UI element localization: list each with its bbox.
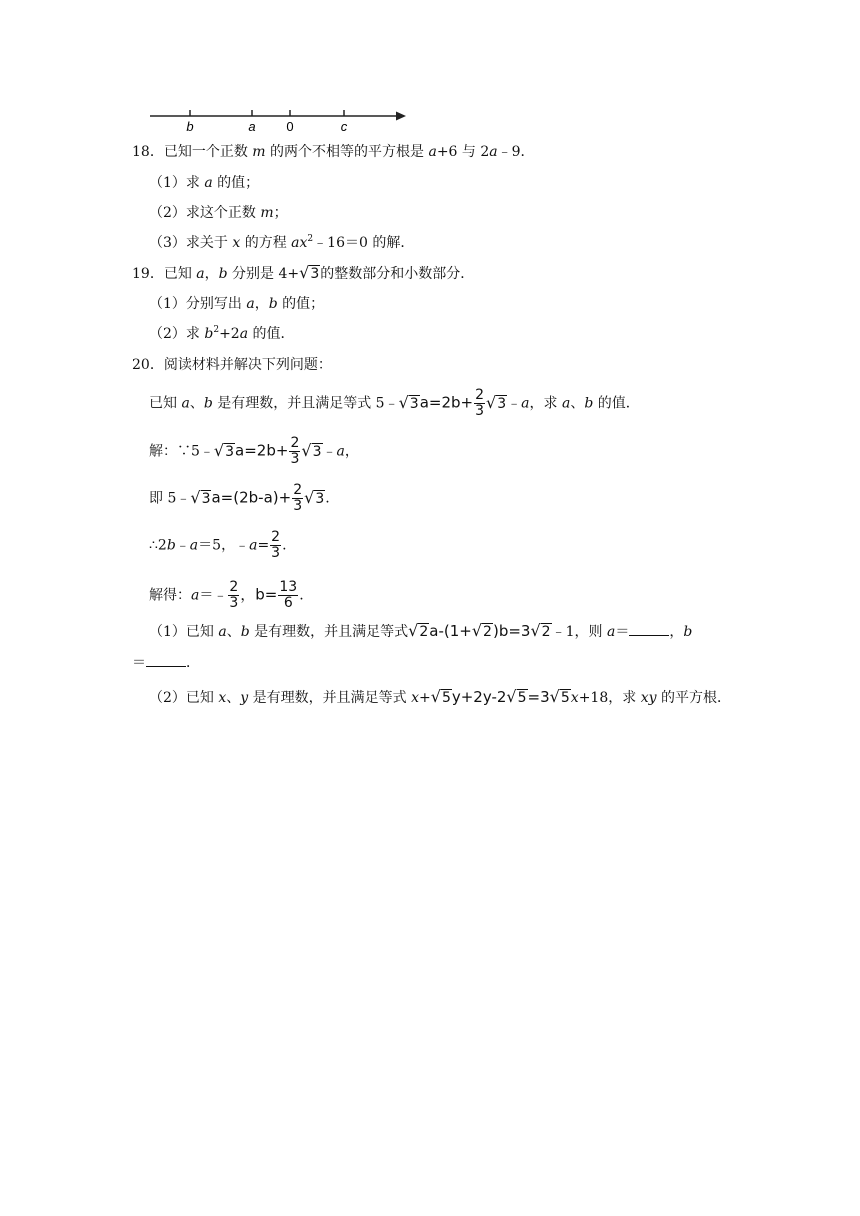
fraction-2-3: $\frac{2}{3}$ xyxy=(271,529,281,561)
q19-sub1: （1）分别写出 a，b 的值； xyxy=(149,296,325,312)
q20-material-p5: 解得：a＝﹣ $\frac{2}{3}$ ，b= $\frac{13}{6}$ . xyxy=(149,579,304,611)
q20-sub1: （1）已知 a、b 是有理数，并且满足等式√2a-(1+√2)b=3√2﹣1，则 a＝ ，b xyxy=(149,621,693,640)
q20-material-p4: ∴2b﹣a＝5，﹣a= $\frac{2}{3}$ . xyxy=(149,529,287,561)
fraction-2-3: $\frac{2}{3}$ xyxy=(290,435,300,467)
sqrt-3: √3 xyxy=(301,440,322,460)
sqrt-3: √3 xyxy=(304,487,325,507)
fraction-2-3: $\frac{2}{3}$ xyxy=(475,387,485,419)
fraction-13-6: $\frac{13}{6}$ xyxy=(279,579,298,611)
q20-material-p2: 解：∵5﹣√3a=2b+ $\frac{2}{3}$ √3﹣a， xyxy=(149,435,359,467)
q20-number: 20． xyxy=(132,357,164,373)
sqrt-5: √5 xyxy=(430,687,451,706)
label-b: b xyxy=(186,119,194,134)
q19-stem: 19．已知 a，b 分别是 4+√3的整数部分和小数部分． xyxy=(132,263,475,282)
answer-blank-a[interactable] xyxy=(629,621,669,636)
number-line-arrow xyxy=(396,112,406,121)
q18-sub3: （3）求关于 x 的方程 $ax^2﹣16=0$ 的解． xyxy=(149,234,415,251)
sqrt-2: √2 xyxy=(530,621,551,640)
q18-stem: 18．已知一个正数 m 的两个不相等的平方根是 a+6 与 2a﹣9． xyxy=(132,144,535,160)
number-line xyxy=(150,100,410,136)
sqrt-3: √3 xyxy=(299,263,320,282)
sqrt-2: √2 xyxy=(471,621,492,640)
sqrt-3: √3 xyxy=(213,440,235,460)
sqrt-5: √5 xyxy=(549,687,570,706)
q20-material-p3: 即 5﹣√3a=(2b-a)+ $\frac{2}{3}$ √3. xyxy=(149,482,330,514)
answer-blank-b[interactable] xyxy=(146,652,186,667)
q18-sub1: （1）求 a 的值； xyxy=(149,175,260,191)
sqrt-3: √3 xyxy=(486,392,507,412)
q20-stem: 20．阅读材料并解决下列问题： xyxy=(132,357,332,373)
q20-material-p1: 已知 a、b 是有理数，并且满足等式 5﹣√3a=2b+ $\frac{2}{3}$ √3﹣a，求 a、b 的值． xyxy=(149,387,640,419)
fraction-2-3: $\frac{2}{3}$ xyxy=(293,482,303,514)
q19-sub2: （2）求 $b^2+2a$ 的值． xyxy=(149,325,295,342)
label-a: a xyxy=(248,119,256,134)
q20-sub2: （2）已知 x、y 是有理数，并且满足等式 x+√5y+2y-2√5=3√5x+18，求 xy 的平方根． xyxy=(149,687,731,706)
sqrt-2: √2 xyxy=(408,621,429,640)
q19-number: 19． xyxy=(132,266,164,282)
q18-sub2: （2）求这个正数 m； xyxy=(149,205,288,221)
sqrt-3: √3 xyxy=(190,487,211,507)
sqrt-5: √5 xyxy=(506,687,527,706)
q18-number: 18． xyxy=(132,144,164,160)
label-c: c xyxy=(340,119,348,134)
label-0: 0 xyxy=(286,119,294,134)
fraction-2-3: $\frac{2}{3}$ xyxy=(229,579,239,611)
q20-sub1-cont: ＝ ． xyxy=(132,652,200,673)
sqrt-3: √3 xyxy=(398,392,419,412)
